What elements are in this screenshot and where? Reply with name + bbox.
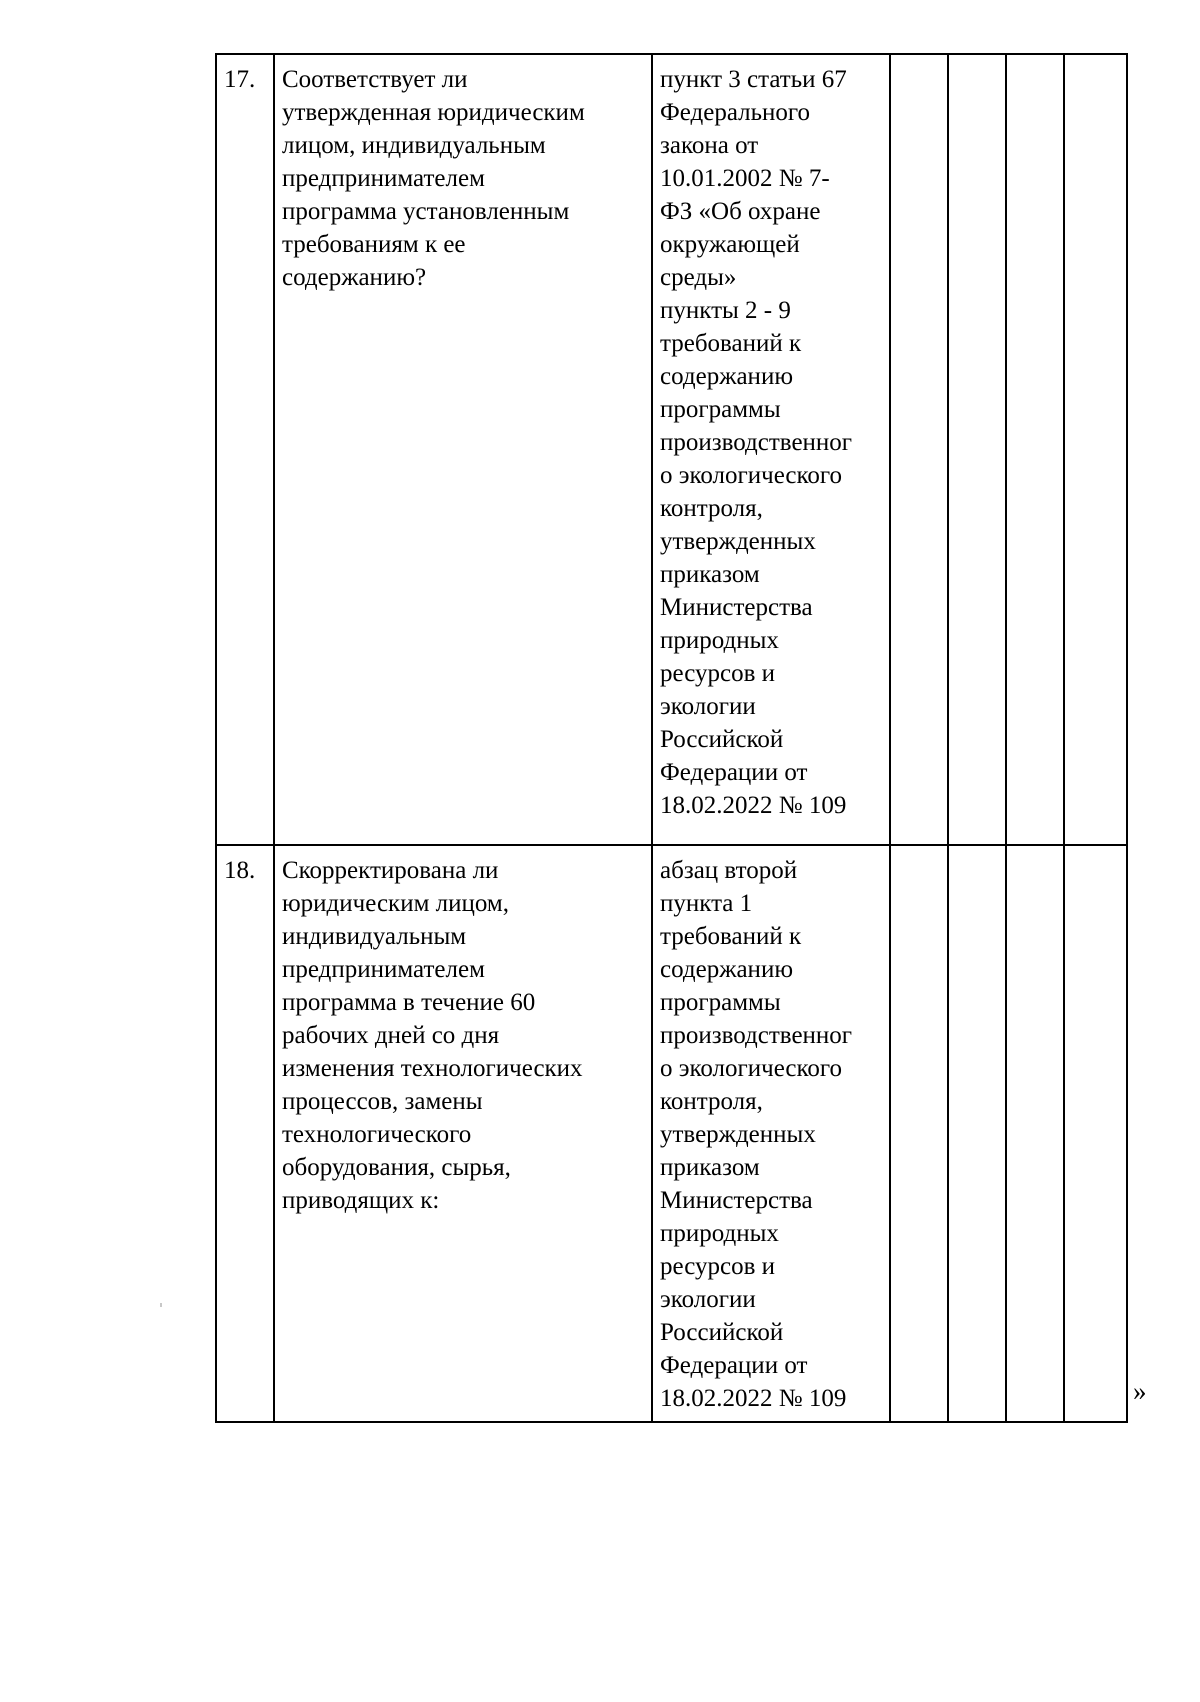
answer-cell-yes[interactable] [890,54,948,845]
answer-cell-no[interactable] [948,845,1006,1422]
answer-cell-no[interactable] [948,54,1006,845]
scan-speck [160,1303,162,1307]
answer-cell-note[interactable] [1064,54,1127,845]
closing-quote: » [1133,1376,1147,1406]
reference-cell: абзац второй пункта 1 требований к содержанию программы производственног о экологического контроля, утвержденных приказом Министерства природных ресурсов и экологии Российской Федерации от 18.02.2022 № 109 [652,845,890,1422]
answer-cell-not-applicable[interactable] [1006,54,1064,845]
row-number: 17. [216,54,274,845]
answer-cell-note[interactable] [1064,845,1127,1422]
row-number: 18. [216,845,274,1422]
table-row [216,54,1127,845]
answer-cell-yes[interactable] [890,845,948,1422]
table-row [216,845,1127,1422]
reference-cell: пункт 3 статьи 67 Федерального закона от 10.01.2002 № 7- ФЗ «Об охране окружающей среды» пункты 2 - 9 требований к содержанию программы производственног о экологического контроля, утвержденных приказом Министерства природных ресурсов и экологии Российской Федерации от 18.02.2022 № 109 [652,54,890,845]
question-cell: Соответствует ли утвержденная юридическим лицом, индивидуальным предпринимателем программа установленным требованиям к ее содержанию? [274,54,652,845]
answer-cell-not-applicable[interactable] [1006,845,1064,1422]
question-cell: Скорректирована ли юридическим лицом, индивидуальным предпринимателем программа в течение 60 рабочих дней со дня изменения технологических процессов, замены технологического оборудования, сырья, приводящих к: [274,845,652,1422]
checklist-table [215,53,1128,1423]
